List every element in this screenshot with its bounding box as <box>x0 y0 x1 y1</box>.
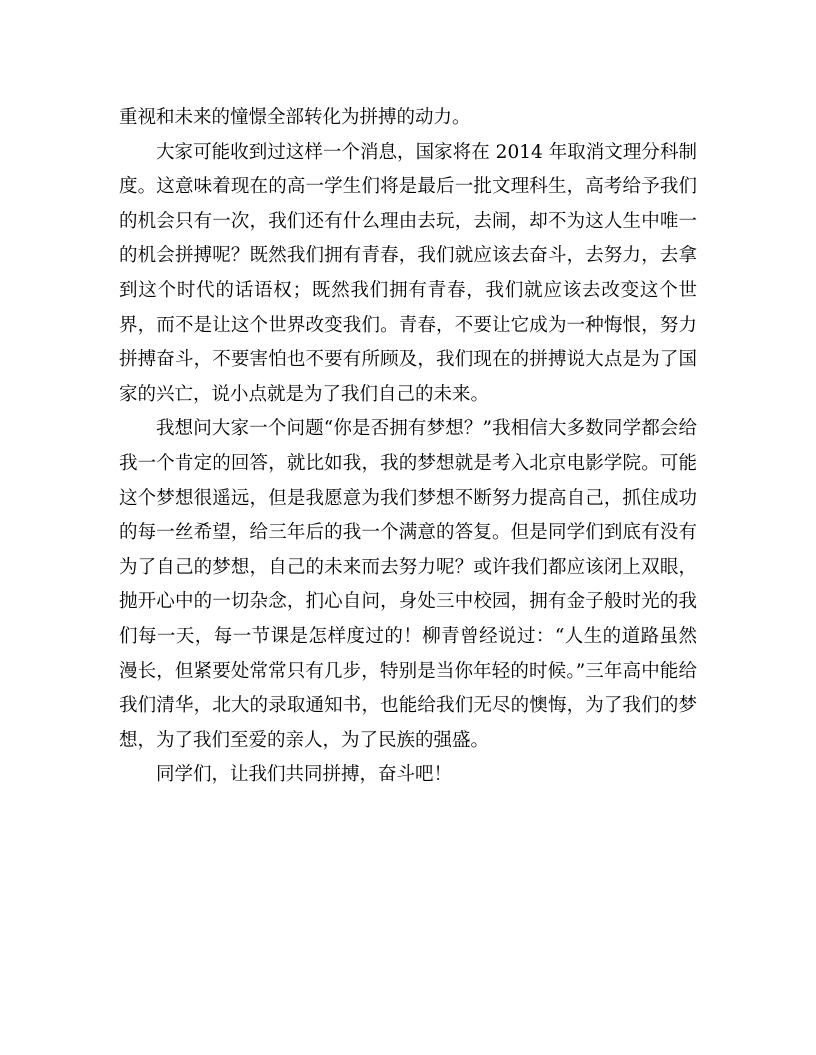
paragraph-2: 大家可能收到过这样一个消息，国家将在 2014 年取消文理分科制度。这意味着现在的高一学生们将是最后一批文理科生，高考给予我们的机会只有一次，我们还有什么理由去玩，去闹，却不为这人生中唯一的机会拼搏呢？既然我们拥有青春，我们就应该去奋斗，去努力，去拿到这个时代的话语权；既然我们拥有青春，我们就应该去改变这个世界，而不是让这个世界改变我们。青春，不要让它成为一种悔恨，努力拼搏奋斗，不要害怕也不要有所顾及，我们现在的拼搏说大点是为了国家的兴亡，说小点就是为了我们自己的未来。 <box>119 141 697 405</box>
paragraph-4: 同学们，让我们共同拼搏，奋斗吧！ <box>156 764 453 786</box>
paragraph-1: 重视和未来的憧憬全部转化为拼搏的动力。 <box>119 107 471 128</box>
paragraph-3: 我想问大家一个问题“你是否拥有梦想？”我相信大多数同学都会给我一个肯定的回答，就比如我，我的梦想就是考入北京电影学院。可能这个梦想很遥远，但是我愿意为我们梦想不断努力提高自己，抓住成功的每一丝希望，给三年后的我一个满意的答复。但是同学们到底有没有为了自己的梦想，自己的未来而去努力呢？或许我们都应该闭上双眼，抛开心中的一切杂念，扪心自问，身处三中校园，拥有金子般时光的我们每一天，每一节课是怎样度过的！柳青曾经说过：“人生的道路虽然漫长，但紧要处常常只有几步，特别是当你年轻的时候。”三年高中能给我们清华，北大的录取通知书，也能给我们无尽的懊悔，为了我们的梦想，为了我们至爱的亲人，为了民族的强盛。 <box>119 418 697 751</box>
body-text <box>119 101 697 793</box>
